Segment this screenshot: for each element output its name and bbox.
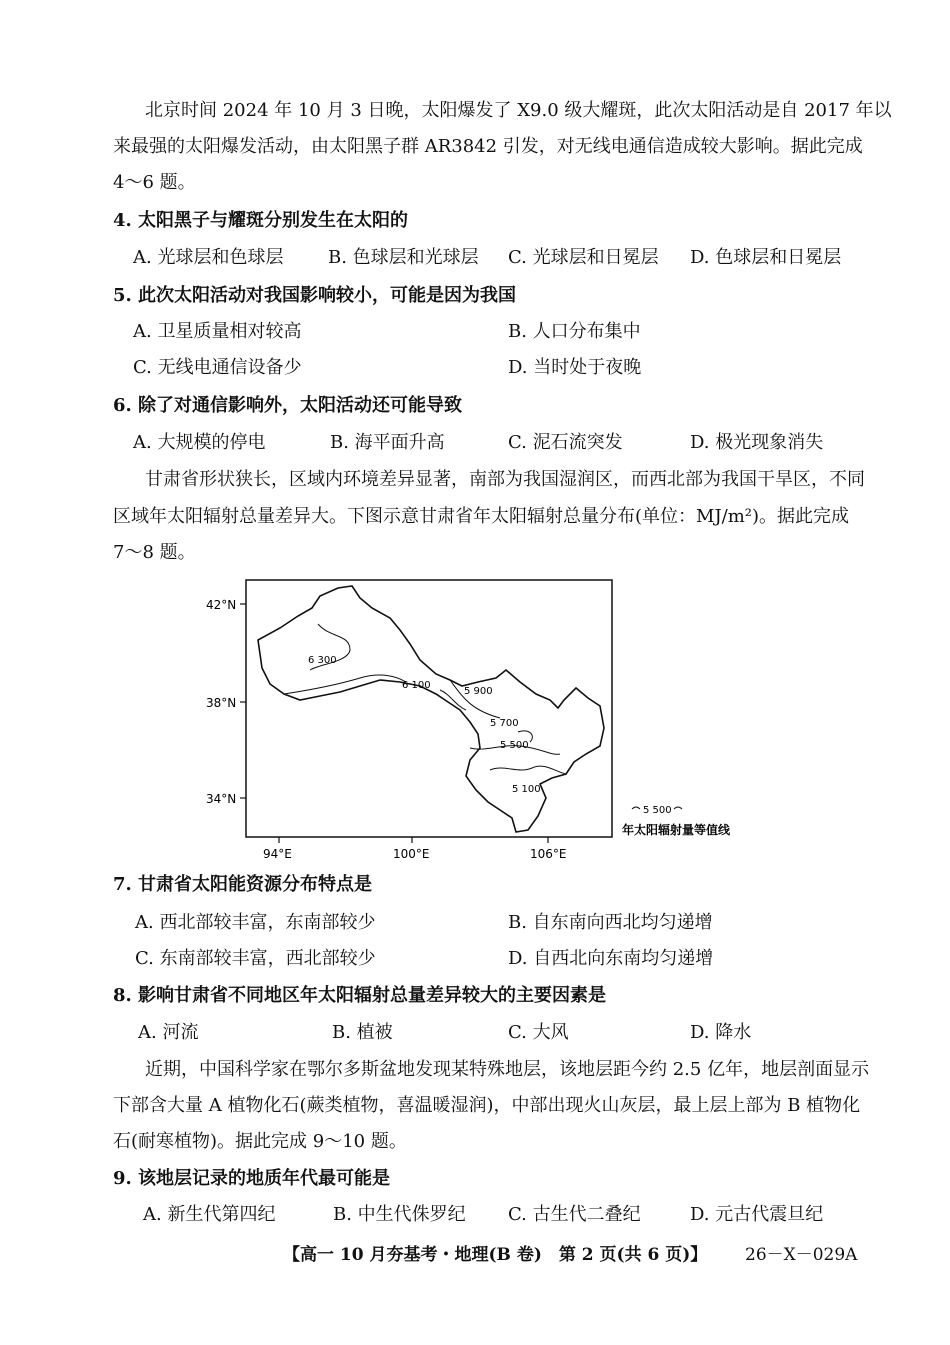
lon-label-106e: 106°E [530, 847, 567, 861]
map-frame [246, 580, 612, 837]
q8-option-b: B. 植被 [332, 1022, 393, 1043]
lat-label-42n: 42°N [206, 598, 237, 612]
intro2-line3: 7～8 题。 [113, 542, 196, 563]
q4-option-a: A. 光球层和色球层 [133, 247, 284, 268]
q7-stem: 7. 甘肃省太阳能资源分布特点是 [113, 874, 373, 895]
q6-option-a: A. 大规模的停电 [133, 432, 266, 453]
q8-option-a: A. 河流 [138, 1022, 199, 1043]
q5-option-b: B. 人口分布集中 [508, 321, 641, 342]
isoline-label-5900: 5 900 [464, 686, 493, 697]
q7-option-d: D. 自西北向东南均匀递增 [508, 948, 714, 969]
q9-option-c: C. 古生代二叠纪 [508, 1204, 641, 1225]
intro2-line1: 甘肃省形状狭长，区域内环境差异显著，南部为我国湿润区，而西北部为我国干旱区，不同 [145, 469, 865, 490]
q9-option-d: D. 元古代震旦纪 [690, 1204, 824, 1225]
q9-stem: 9. 该地层记录的地质年代最可能是 [113, 1168, 391, 1189]
isoline-label-5700: 5 700 [490, 718, 519, 729]
q6-stem: 6. 除了对通信影响外，太阳活动还可能导致 [113, 395, 463, 416]
intro1-line3: 4～6 题。 [113, 172, 196, 193]
lat-label-38n: 38°N [206, 696, 237, 710]
q4-stem: 4. 太阳黑子与耀斑分别发生在太阳的 [113, 210, 409, 231]
gansu-outline [258, 586, 604, 832]
lat-label-34n: 34°N [206, 792, 237, 806]
footer-code: 26－X－029A [745, 1245, 858, 1265]
isoline-label-6300: 6 300 [308, 655, 337, 666]
q8-option-c: C. 大风 [508, 1022, 569, 1043]
q4-option-b: B. 色球层和光球层 [328, 247, 479, 268]
isoline-label-6100: 6 100 [402, 680, 431, 691]
gansu-radiation-map [200, 578, 760, 868]
isoline-label-5100: 5 100 [512, 784, 541, 795]
q7-option-b: B. 自东南向西北均匀递增 [508, 912, 713, 933]
intro3-line1: 近期，中国科学家在鄂尔多斯盆地发现某特殊地层，该地层距今约 2.5 亿年，地层剖面显示 [145, 1059, 870, 1080]
legend-sample-value: 5 500 [643, 805, 672, 816]
q7-option-c: C. 东南部较丰富，西北部较少 [135, 948, 376, 969]
intro1-line1: 北京时间 2024 年 10 月 3 日晚，太阳爆发了 X9.0 级大耀斑，此次太阳活动是自 2017 年以 [145, 100, 892, 121]
q5-option-d: D. 当时处于夜晚 [508, 357, 642, 378]
intro1-line2: 来最强的太阳爆发活动，由太阳黑子群 AR3842 引发，对无线电通信造成较大影响。据此完成 [113, 136, 863, 157]
map-legend [622, 805, 731, 837]
legend-label: 年太阳辐射量等值线 [622, 823, 731, 837]
q8-option-d: D. 降水 [690, 1022, 752, 1043]
intro3-line3: 石(耐寒植物)。据此完成 9～10 题。 [113, 1131, 407, 1152]
q6-option-b: B. 海平面升高 [330, 432, 445, 453]
q8-stem: 8. 影响甘肃省不同地区年太阳辐射总量差异较大的主要因素是 [113, 985, 607, 1006]
q9-option-b: B. 中生代侏罗纪 [333, 1204, 466, 1225]
q9-option-a: A. 新生代第四纪 [143, 1204, 276, 1225]
isoline-label-5500: 5 500 [500, 740, 529, 751]
q6-option-c: C. 泥石流突发 [508, 432, 623, 453]
q4-option-d: D. 色球层和日冕层 [690, 247, 842, 268]
q7-option-a: A. 西北部较丰富，东南部较少 [135, 912, 376, 933]
intro2-line2: 区域年太阳辐射总量差异大。下图示意甘肃省年太阳辐射总量分布(单位：MJ/m²)。据此完成 [113, 506, 850, 527]
lon-label-100e: 100°E [393, 847, 430, 861]
footer-page-info: 【高一 10 月夯基考・地理(B 卷) 第 2 页(共 6 页)】 [283, 1245, 708, 1265]
lon-label-94e: 94°E [263, 847, 292, 861]
q5-option-c: C. 无线电通信设备少 [133, 357, 302, 378]
q6-option-d: D. 极光现象消失 [690, 432, 824, 453]
intro3-line2: 下部含大量 A 植物化石(蕨类植物，喜温暖湿润)，中部出现火山灰层，最上层上部为 B 植物化 [113, 1095, 861, 1116]
q5-stem: 5. 此次太阳活动对我国影响较小，可能是因为我国 [113, 285, 517, 306]
q5-option-a: A. 卫星质量相对较高 [133, 321, 302, 342]
q4-option-c: C. 光球层和日冕层 [508, 247, 659, 268]
